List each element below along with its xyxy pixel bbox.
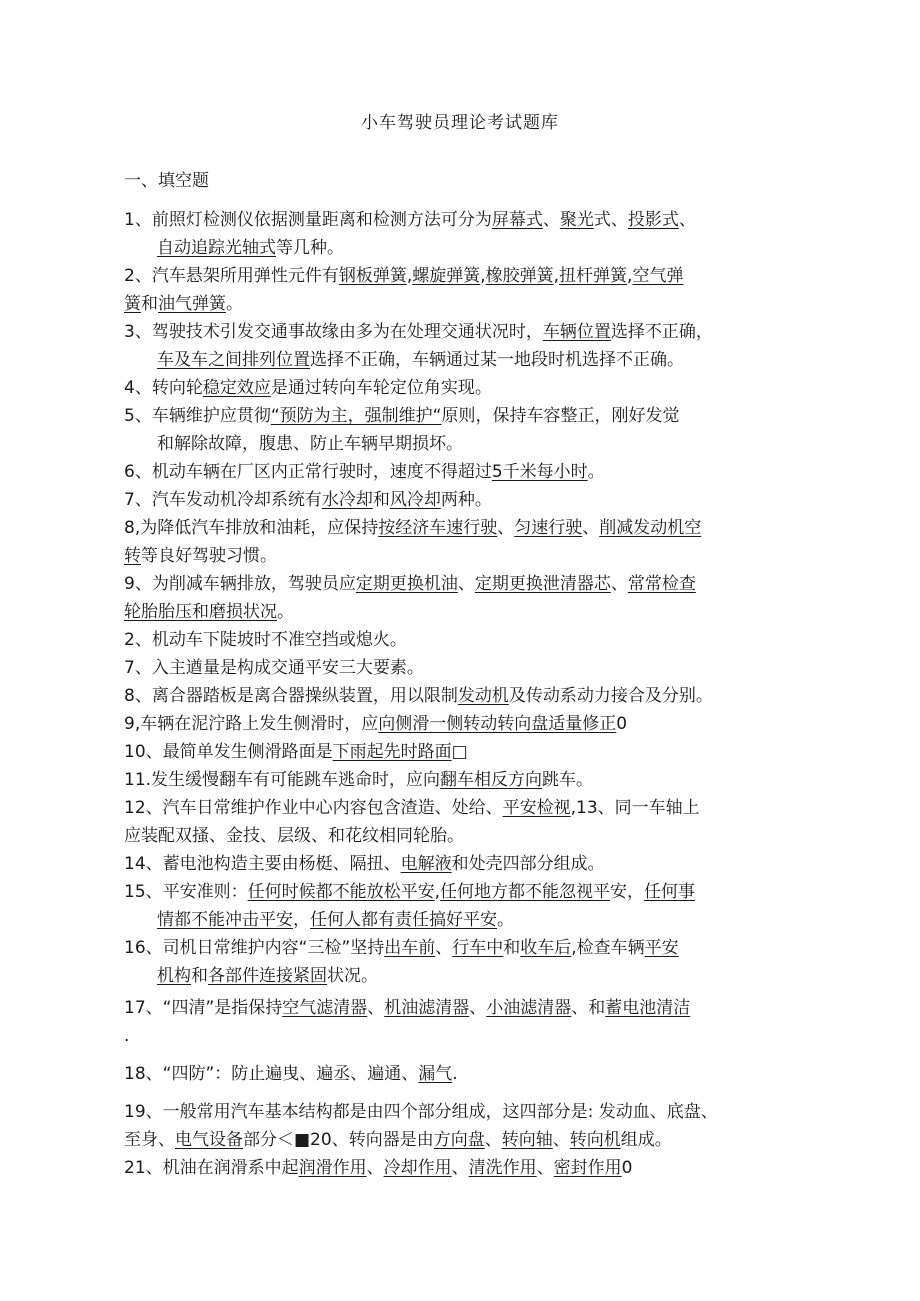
answer-text: 定期更换泄清器芯	[474, 574, 611, 594]
question-text: 式、	[593, 210, 628, 230]
question-text: 和	[191, 966, 208, 986]
question-text: 选择不正确，	[610, 322, 713, 342]
question-text: ,	[480, 266, 486, 286]
question-text: 原则，保持车容整正，刚好发觉	[441, 406, 680, 426]
question-text: 部分＜■20、转向器是由	[243, 1130, 434, 1150]
question-text: 2、汽车悬架所用弹性元件有	[124, 266, 339, 286]
question-line	[124, 852, 605, 876]
answer-text: 钢板弹簧	[338, 266, 407, 286]
question-text: ,	[406, 266, 413, 286]
answer-text: 5千米每小时	[491, 462, 588, 482]
answer-text: 常常检查	[627, 574, 696, 594]
answer-text: 出车前	[384, 938, 436, 958]
question-line	[124, 208, 696, 232]
question-line	[124, 740, 468, 764]
question-text: 。	[277, 602, 294, 622]
answer-text: 情都不能冲击平安	[157, 910, 293, 930]
question-text: 应装配双搔、金技、层级、和花纹相同轮胎。	[124, 826, 464, 846]
question-text: 、	[497, 518, 515, 538]
answer-text: 行车中	[452, 938, 504, 958]
question-text: ,检查车辆	[571, 938, 645, 958]
answer-text: 匀速行驶	[514, 518, 583, 538]
question-text: 8,为降低汽车排放和油耗，应保持	[124, 518, 379, 538]
question-line	[157, 908, 514, 932]
answer-text: 自动追踪光轴式	[157, 238, 276, 258]
answer-text: 电气设备	[175, 1130, 243, 1150]
question-text: 、	[552, 1130, 570, 1150]
question-text: 组成。	[620, 1130, 672, 1150]
question-text: 等良好驾驶习惯。	[141, 546, 277, 566]
answer-text: 定期更换机油	[355, 574, 458, 594]
question-text: 12、汽车日常维护作业中心内容包含渣造、处给、	[124, 798, 503, 818]
question-text: 、	[457, 574, 475, 594]
page-title: 小车驾驶员理论考试题库	[361, 113, 559, 133]
question-text: 0	[621, 1158, 633, 1178]
question-text: 和	[141, 294, 158, 314]
answer-text: 任何地方都不能忽视平	[440, 882, 611, 902]
answer-text: 收车后	[520, 938, 572, 958]
question-line	[124, 824, 464, 848]
question-text: 2、机动车下陡坡时不准空挡或熄火。	[124, 630, 407, 650]
question-line	[124, 1128, 672, 1152]
answer-text: 轮胎胎压和磨损状况	[124, 602, 277, 622]
question-text: 、	[366, 1158, 384, 1178]
question-text: 17、“四清”是指保持	[124, 998, 283, 1018]
answer-text: 螺旋弹簧	[412, 266, 481, 286]
question-text: 状况。	[327, 966, 378, 986]
question-text: ,	[434, 882, 441, 902]
answer-text: 屏幕式	[491, 210, 543, 230]
question-text: 、	[610, 574, 628, 594]
question-line	[124, 1062, 458, 1086]
question-text: 安，	[610, 882, 645, 902]
question-text: 21、机油在润滑系中起	[124, 1158, 299, 1178]
question-text: 、	[451, 1158, 469, 1178]
answer-text: 车及车之间排列位置	[157, 350, 310, 370]
question-text: 9、为削减车辆排放，驾驶员应	[124, 574, 356, 594]
answer-text: 向侧滑一侧转动转向盘适量修正	[378, 714, 617, 734]
answer-text: 蓄电池清洁	[605, 998, 691, 1018]
question-text: 11.发生缓慢翻车有可能跳车逃命时，应向	[124, 770, 441, 790]
answer-text: 平安	[644, 938, 679, 958]
section-heading: 一、填空题	[124, 171, 209, 191]
question-text: 19、一般常用汽车基本结构都是由四个部分组成，这四部分是: 发动血、底盘、	[124, 1102, 718, 1122]
question-text: 。	[587, 462, 605, 482]
question-text: 15、平安准则：	[124, 882, 248, 902]
answer-text: 油气弹簧	[158, 294, 226, 314]
question-line	[124, 292, 243, 316]
answer-text: 机构	[157, 966, 191, 986]
question-line	[124, 600, 294, 624]
question-text: 和	[503, 938, 521, 958]
question-line	[124, 712, 627, 736]
answer-text: 电解液	[400, 854, 452, 874]
question-line	[124, 264, 683, 288]
question-text: 、	[435, 938, 453, 958]
question-text: 7、入主遒量是构成交通平安三大要素。	[124, 658, 424, 678]
question-line	[124, 1100, 718, 1124]
question-text: 是通过转向车轮定位角实现。	[270, 378, 492, 398]
question-text: 1、前照灯检测仪依据测量距离和检测方法可分为	[124, 210, 492, 230]
question-line	[124, 936, 679, 960]
question-line	[157, 964, 378, 988]
question-text: 3、驾驶技术引发交通事故缘由多为在处理交通状况时，	[124, 322, 543, 342]
question-line	[124, 880, 695, 904]
answer-text: 空气滤清器	[282, 998, 368, 1018]
answer-text: “预防为主，强制维护“	[270, 406, 442, 426]
question-line	[157, 432, 463, 456]
question-line	[124, 544, 277, 568]
answer-text: 翻车相反方向	[440, 770, 543, 790]
answer-text: 清洗作用	[468, 1158, 537, 1178]
answer-text: 各部件连接紧固	[208, 966, 327, 986]
question-line	[124, 1024, 129, 1048]
question-line	[124, 516, 701, 540]
question-text: 至身、	[124, 1130, 175, 1150]
question-line	[124, 684, 713, 708]
answer-text: 任何时候都不能放松平安	[247, 882, 435, 902]
answer-text: 簧	[124, 294, 141, 314]
question-line	[124, 796, 700, 820]
question-text: 、	[536, 1158, 554, 1178]
question-text: ,13、同一车轴上	[570, 798, 700, 818]
answer-text: 转向机	[569, 1130, 621, 1150]
question-text: 0	[616, 714, 628, 734]
question-text: 两种。	[440, 490, 492, 510]
question-line	[124, 320, 713, 344]
question-text: 、	[367, 998, 385, 1018]
answer-text: 方向盘	[433, 1130, 485, 1150]
question-text: 、	[582, 518, 600, 538]
question-text: 和处壳四部分组成。	[451, 854, 605, 874]
answer-text: 投影式	[627, 210, 679, 230]
answer-text: 车辆位置	[542, 322, 611, 342]
question-text: 。	[226, 294, 243, 314]
question-text: 9,车辆在泥泞路上发生侧滑时，应	[124, 714, 379, 734]
question-line	[157, 236, 344, 260]
answer-text: 橡胶弹簧	[485, 266, 554, 286]
question-line	[124, 1156, 632, 1180]
question-text: 14、蓄电池构造主要由杨梃、隔扭、	[124, 854, 401, 874]
answer-text: 下雨起先时路面	[332, 742, 452, 762]
answer-text: 漏气	[418, 1064, 453, 1084]
question-line	[124, 460, 605, 484]
question-text: 选择不正确，车辆通过某一地段时机选择不正确。	[310, 350, 684, 370]
answer-text: 稳定效应	[202, 378, 271, 398]
answer-text: 转	[124, 546, 141, 566]
question-line	[157, 348, 684, 372]
question-line	[124, 656, 424, 680]
question-text: 及传动系动力接合及分别。	[508, 686, 713, 706]
question-text: 5、车辆维护应贯彻	[124, 406, 271, 426]
question-text: 8、离合器踏板是离合器操纵装置，用以限制	[124, 686, 458, 706]
question-text: □	[451, 742, 468, 762]
question-text: 10、最简单发生侧滑路面是	[124, 742, 333, 762]
question-text: 、	[542, 210, 560, 230]
question-text: ，	[293, 910, 310, 930]
answer-text: 按经济车速行驶	[378, 518, 498, 538]
question-text: 7、汽车发动机冷却系统有	[124, 490, 322, 510]
question-text: 6、机动车辆在厂区内正常行驶时，速度不得超过	[124, 462, 492, 482]
question-line	[124, 768, 593, 792]
question-text: 16、司机日常维护内容“三检”坚持	[124, 938, 385, 958]
question-text: 、和	[571, 998, 606, 1018]
question-text: 和	[372, 490, 390, 510]
question-text: .	[452, 1064, 458, 1084]
answer-text: 转向轴	[501, 1130, 553, 1150]
answer-text: 空气弹	[632, 266, 684, 286]
answer-text: 密封作用	[553, 1158, 622, 1178]
question-line	[124, 572, 696, 596]
answer-text: 机油滤清器	[384, 998, 470, 1018]
question-line	[124, 488, 492, 512]
question-text: 跳车。	[542, 770, 594, 790]
answer-text: 任何人都有责任搞好平安	[310, 910, 497, 930]
question-text: 4、转向轮	[124, 378, 203, 398]
answer-text: 水冷却	[321, 490, 373, 510]
answer-text: 小油滤清器	[486, 998, 572, 1018]
question-line	[124, 404, 679, 428]
question-text: 等几种。	[276, 238, 344, 258]
answer-text: 聚光	[559, 210, 594, 230]
question-text: 和解除故障，腹患、防止车辆早期损坏。	[157, 434, 463, 454]
answer-text: 任何事	[644, 882, 696, 902]
answer-text: 削减发动机空	[599, 518, 702, 538]
answer-text: 润滑作用	[298, 1158, 367, 1178]
question-text: 。	[497, 910, 514, 930]
question-text: 、	[678, 210, 696, 230]
question-text: 、	[469, 998, 487, 1018]
answer-text: 冷却作用	[383, 1158, 452, 1178]
answer-text: 平安检视	[502, 798, 571, 818]
question-line	[124, 376, 492, 400]
answer-text: 发动机	[457, 686, 509, 706]
question-text: 、	[484, 1130, 502, 1150]
question-line	[124, 628, 407, 652]
question-text: ,	[627, 266, 633, 286]
question-text: .	[124, 1026, 130, 1046]
answer-text: 风冷却	[389, 490, 441, 510]
answer-text: 扭杆弹簧	[559, 266, 628, 286]
question-line	[124, 996, 690, 1020]
question-text: ,	[553, 266, 560, 286]
question-text: 18、“四防”：防止遍曳、遍丞、遍通、	[124, 1064, 419, 1084]
